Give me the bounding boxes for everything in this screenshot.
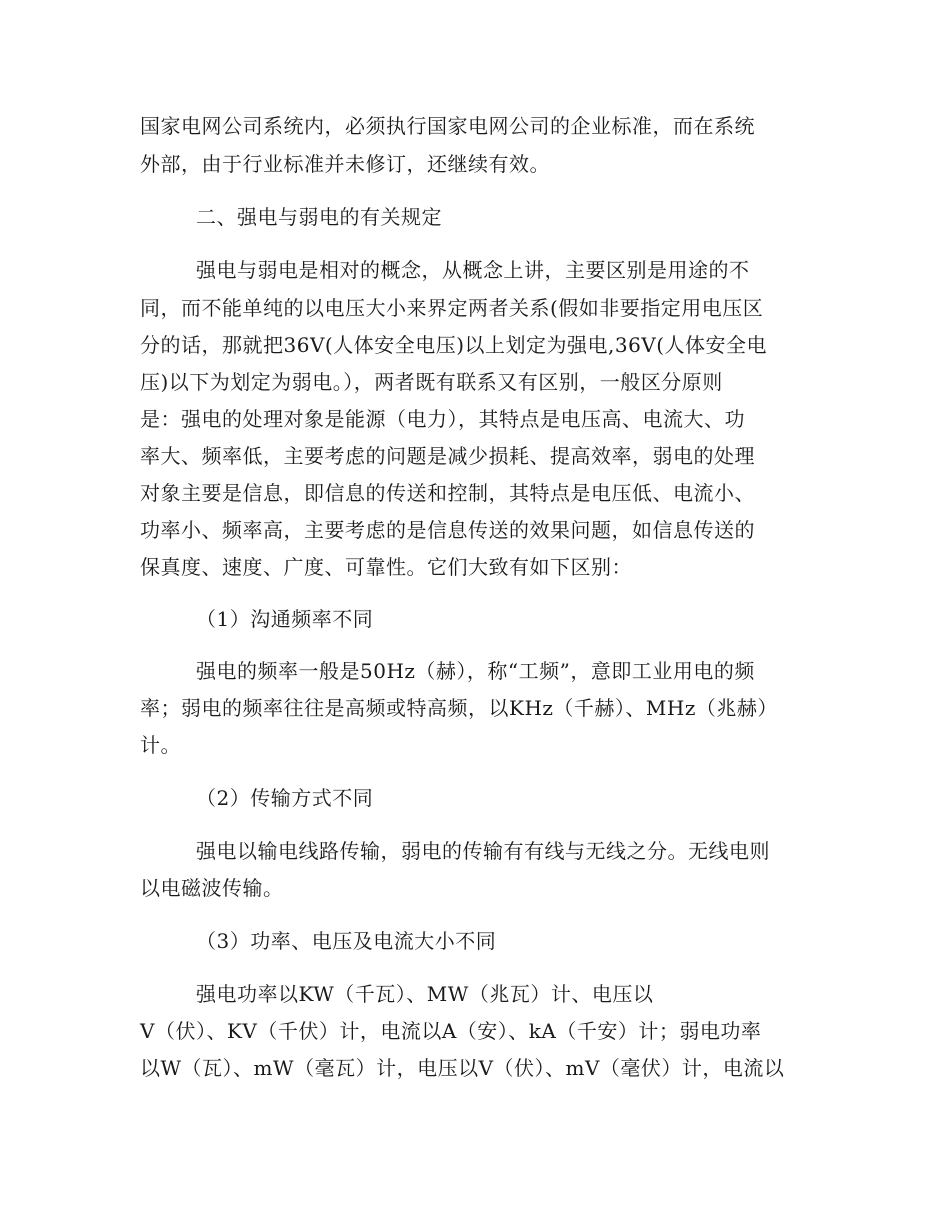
paragraph-line: 对象主要是信息，即信息的传送和控制，其特点是电压低、电流小、 — [140, 481, 755, 505]
paragraph-line: 强电的频率一般是50Hz（赫），称“工频”，意即工业用电的频 — [196, 659, 755, 683]
paragraph-line: 以电磁波传输。 — [140, 876, 284, 900]
paragraph-line: 压)以下为划定为弱电。），两者既有联系又有区别，一般区分原则 — [140, 370, 723, 394]
paragraph-line: 是：强电的处理对象是能源（电力），其特点是电压高、电流大、功 — [140, 407, 745, 431]
subsection-heading: （3）功率、电压及电流大小不同 — [196, 929, 497, 953]
subsection-heading: （2）传输方式不同 — [196, 786, 374, 810]
paragraph-line: 外部，由于行业标准并未修订，还继续有效。 — [140, 152, 550, 176]
paragraph-line: 功率小、频率高，主要考虑的是信息传送的效果问题，如信息传送的 — [140, 518, 755, 542]
section-heading: 二、强电与弱电的有关规定 — [196, 205, 442, 229]
paragraph-line: 强电功率以KW（千瓦）、MW（兆瓦）计、电压以 — [196, 982, 654, 1006]
paragraph-line: 率；弱电的频率往往是高频或特高频，以KHz（千赫）、MHz（兆赫） — [140, 696, 778, 720]
paragraph-line: 强电以输电线路传输，弱电的传输有有线与无线之分。无线电则 — [196, 839, 770, 863]
paragraph-line: 计。 — [140, 733, 181, 757]
paragraph-line: 同，而不能单纯的以电压大小来界定两者关系(假如非要指定用电压区 — [140, 296, 764, 320]
paragraph-line: 保真度、速度、广度、可靠性。它们大致有如下区别： — [140, 555, 632, 579]
paragraph-line: 强电与弱电是相对的概念，从概念上讲，主要区别是用途的不 — [196, 258, 750, 282]
subsection-heading: （1）沟通频率不同 — [196, 607, 374, 631]
paragraph-line: 以W（瓦）、mW（毫瓦）计，电压以V（伏）、mV（毫伏）计，电流以 — [140, 1056, 785, 1080]
paragraph-line: 国家电网公司系统内，必须执行国家电网公司的企业标准，而在系统 — [140, 114, 755, 138]
paragraph-line: 率大、频率低，主要考虑的问题是减少损耗、提高效率，弱电的处理 — [140, 444, 755, 468]
paragraph-line: V（伏）、KV（千伏）计，电流以A（安）、kA（千安）计；弱电功率 — [140, 1019, 762, 1043]
paragraph-line: 分的话，那就把36V(人体安全电压)以上划定为强电,36V(人体安全电 — [140, 333, 768, 357]
